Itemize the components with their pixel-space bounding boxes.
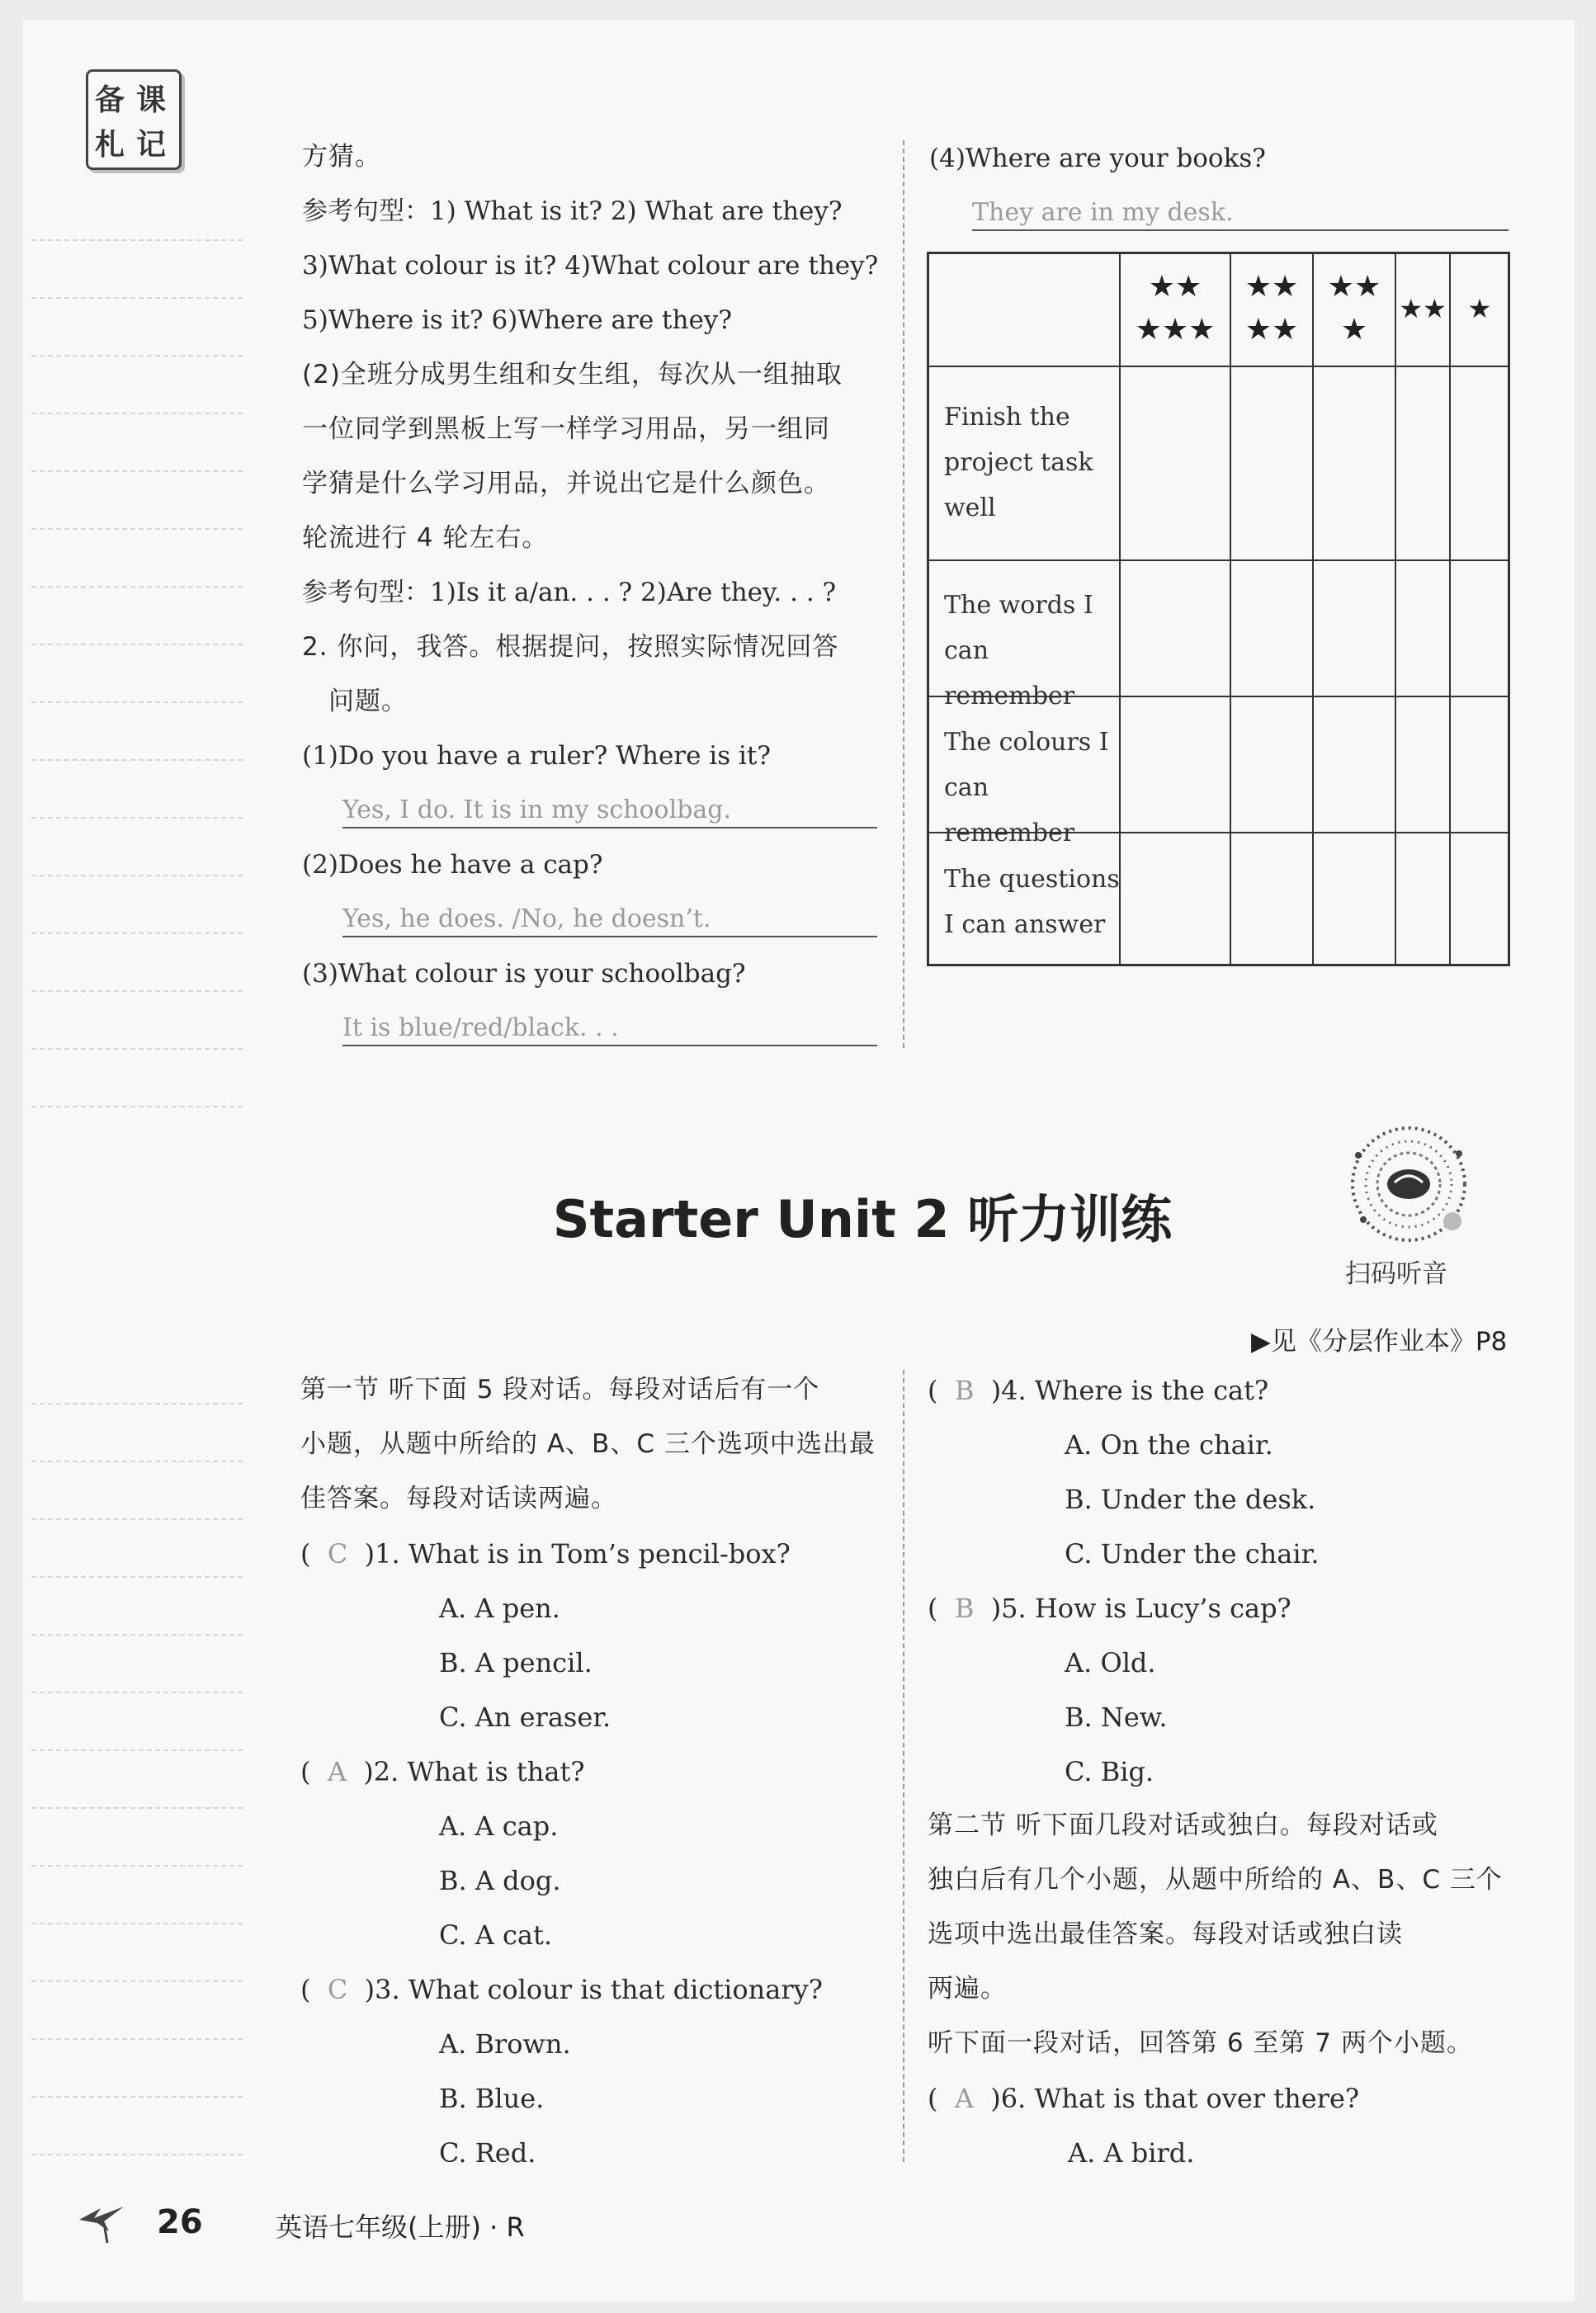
option: C. Under the chair. <box>1065 1538 1320 1570</box>
text-line: 轮流进行 4 轮左右。 <box>302 523 549 553</box>
question-item: ( B )4. Where is the cat? <box>928 1375 1269 1406</box>
question-text: (1)Do you have a ruler? Where is it? <box>302 741 771 771</box>
question-item: ( C )1. What is in Tom’s pencil-box? <box>300 1538 791 1570</box>
option: B. New. <box>1065 1702 1168 1733</box>
answer-mark: B <box>954 1593 975 1624</box>
text-line: 3)What colour is it? 4)What colour are they? <box>302 251 879 281</box>
text-line: 参考句型：1) What is it? 2) What are they? <box>302 196 843 226</box>
option: C. An eraser. <box>439 1702 611 1733</box>
answer-mark: C <box>327 1974 348 2005</box>
answer-mark: B <box>954 1375 975 1406</box>
question-text: What is that over there? <box>1034 2083 1360 2114</box>
option: A. Old. <box>1065 1647 1156 1678</box>
answer-line: They are in my desk. <box>972 196 1509 231</box>
note-char: 札 <box>95 128 125 162</box>
text-line: 2. 你问，我答。根据提问，按照实际情况回答 <box>302 632 839 662</box>
table-row-label: The colours I can remember <box>944 728 1109 847</box>
answer-mark: A <box>954 2083 974 2114</box>
question-item: ( C )3. What colour is that dictionary? <box>300 1974 823 2005</box>
section-intro: 独白后有几个小题，从题中所给的 A、B、C 三个 <box>928 1865 1503 1895</box>
section-intro: 第二节 听下面几段对话或独白。每段对话或 <box>928 1810 1438 1840</box>
book-title: 英语七年级(上册) · R <box>276 2212 525 2243</box>
question-text: What is that? <box>407 1756 585 1787</box>
table-row-label: The words I can remember <box>944 591 1093 710</box>
section-intro: 佳答案。每段对话读两遍。 <box>300 1484 617 1513</box>
table-row-label: Finish the project task well <box>944 403 1093 522</box>
text-line: 5)Where is it? 6)Where are they? <box>302 305 732 335</box>
option: A. A cap. <box>439 1810 559 1842</box>
option: B. Under the desk. <box>1065 1484 1316 1515</box>
question-item: ( B )5. How is Lucy’s cap? <box>928 1593 1291 1624</box>
answer-line: Yes, he does. /No, he doesn’t. <box>342 903 877 937</box>
scan-label: 扫码听音 <box>1345 1259 1447 1289</box>
question-item: ( A )2. What is that? <box>300 1756 585 1787</box>
option: C. Big. <box>1065 1756 1155 1787</box>
option: A. A bird. <box>1068 2137 1195 2169</box>
option: A. On the chair. <box>1065 1429 1273 1461</box>
question-text: (4)Where are your books? <box>929 144 1266 173</box>
qr-code-icon[interactable] <box>1339 1122 1479 1246</box>
rating-table <box>927 252 1510 966</box>
note-char: 备 <box>95 83 125 117</box>
option: B. A dog. <box>439 1865 561 1896</box>
question-number: 3. <box>375 1974 400 2005</box>
answer-mark: C <box>327 1538 348 1570</box>
question-text: Where is the cat? <box>1034 1375 1269 1406</box>
star-rating-2: ★★ <box>1399 293 1447 324</box>
text-line: 参考句型：1)Is it a/an. . . ? 2)Are they. . . ? <box>302 578 837 607</box>
option: C. Red. <box>439 2137 536 2169</box>
text-line: 学猜是什么学习用品，并说出它是什么颜色。 <box>302 469 830 498</box>
question-text: How is Lucy’s cap? <box>1034 1593 1291 1624</box>
section-subintro: 听下面一段对话，回答第 6 至第 7 两个小题。 <box>928 2028 1473 2058</box>
answer-line: Yes, I do. It is in my schoolbag. <box>342 794 877 828</box>
question-number: 5. <box>1001 1593 1027 1624</box>
note-char: 记 <box>136 128 167 162</box>
text-line: 方猜。 <box>302 142 381 172</box>
margin-note-badge <box>86 69 182 170</box>
option: B. Blue. <box>439 2083 545 2114</box>
star-rating-1: ★ <box>1467 293 1492 324</box>
text-line: 一位同学到黑板上写一样学习用品，另一组同 <box>302 414 830 444</box>
option: A. Brown. <box>439 2028 571 2060</box>
answer-line: It is blue/red/black. . . <box>342 1012 877 1046</box>
option: A. A pen. <box>439 1593 560 1624</box>
section-intro: 第一节 听下面 5 段对话。每段对话后有一个 <box>300 1375 820 1404</box>
section-title: Starter Unit 2 听力训练 <box>552 1189 1173 1249</box>
option: C. A cat. <box>439 1919 552 1951</box>
question-number: 6. <box>1000 2083 1027 2114</box>
answer-mark: A <box>327 1756 347 1787</box>
reference-link[interactable]: ▶见《分层作业本》P8 <box>1251 1327 1508 1357</box>
star-rating-5: ★★ ★★★ <box>1135 270 1216 347</box>
section-intro: 小题，从题中所给的 A、B、C 三个选项中选出最 <box>300 1429 876 1459</box>
star-rating-3: ★★ ★ <box>1327 270 1381 347</box>
question-number: 1. <box>375 1538 400 1570</box>
section-intro: 选项中选出最佳答案。每段对话或独白读 <box>928 1919 1403 1949</box>
section-intro: 两遍。 <box>928 1974 1007 2004</box>
question-number: 4. <box>1001 1375 1027 1406</box>
page-number: 26 <box>157 2203 203 2241</box>
question-item: ( A )6. What is that over there? <box>928 2083 1360 2114</box>
footer-ornament-icon <box>76 2198 134 2248</box>
question-text: (2)Does he have a cap? <box>302 850 603 880</box>
question-text: (3)What colour is your schoolbag? <box>302 959 746 989</box>
option: B. A pencil. <box>439 1647 593 1678</box>
question-text: What colour is that dictionary? <box>408 1974 823 2005</box>
question-text: What is in Tom’s pencil-box? <box>408 1538 791 1570</box>
star-rating-4: ★★ ★★ <box>1244 270 1299 347</box>
question-number: 2. <box>373 1756 399 1787</box>
text-line: 问题。 <box>328 687 408 716</box>
text-line: (2)全班分成男生组和女生组，每次从一组抽取 <box>302 360 843 389</box>
table-row-label: The questions I can answer <box>944 865 1120 939</box>
column-divider <box>903 140 904 1048</box>
note-char: 课 <box>136 83 167 117</box>
column-divider <box>903 1370 904 2162</box>
